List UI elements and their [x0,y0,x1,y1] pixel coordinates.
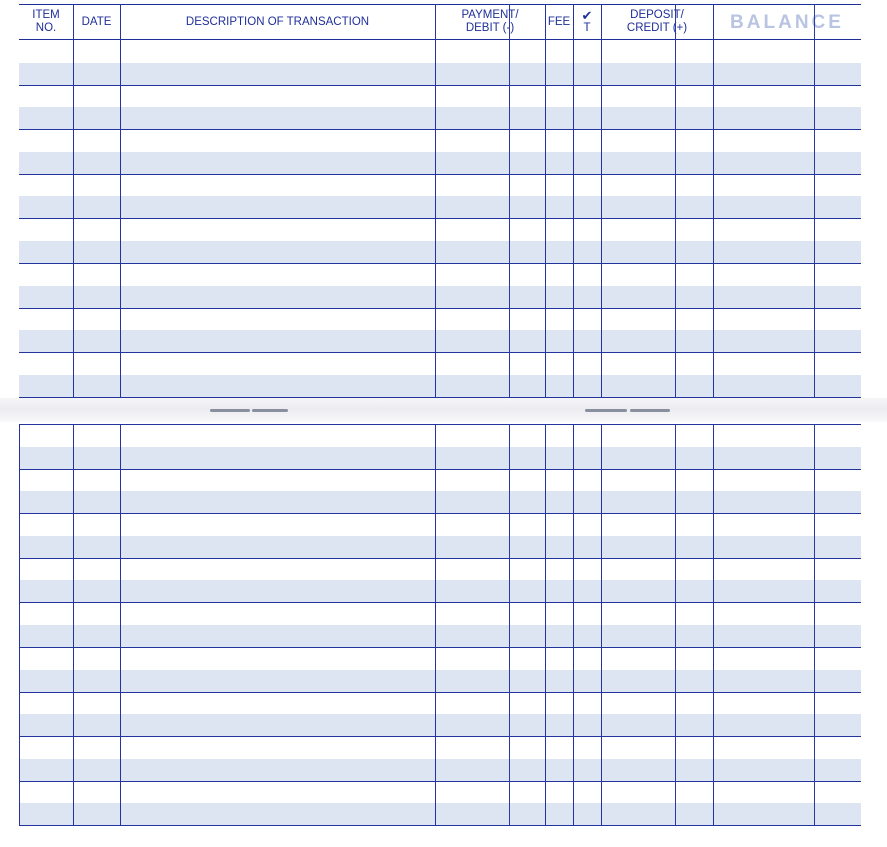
register-row-line [19,558,861,559]
column-divider [73,4,74,397]
column-divider [19,424,20,825]
column-divider [545,4,546,397]
register-row-line [19,692,861,693]
register-row-line [19,174,861,175]
register-row-band [19,447,861,469]
register-row-band [19,63,861,85]
register-row-band [19,152,861,174]
header-payment-label: PAYMENT/ [461,9,519,21]
register-row-line [19,602,861,603]
fold-mark [210,409,250,412]
column-divider [713,424,714,825]
register-row-band [19,580,861,602]
register-row-band [19,759,861,781]
register-row-band [19,803,861,825]
header-description: DESCRIPTION OF TRANSACTION [185,15,370,28]
column-divider [73,424,74,825]
header-payment [435,5,545,39]
register-row-band [19,375,861,397]
header-no-label: NO. [35,22,57,34]
header-deposit [601,5,713,39]
header-item-label: ITEM [32,9,60,21]
register-row-band [19,625,861,647]
register-row-line [19,513,861,514]
register-row-line [19,218,861,219]
header-date: DATE [81,15,112,28]
column-divider [675,4,676,397]
column-divider [573,4,574,397]
header-deposit-label: DEPOSIT/ [630,9,684,21]
header-credit-label: CREDIT (+) [626,22,688,34]
register-row-band [19,330,861,352]
register-row-band [19,107,861,129]
register-row-line [19,308,861,309]
register-header-row [19,4,861,40]
register-row-band [19,196,861,218]
header-debit-label: DEBIT (-) [465,22,515,34]
register-row-band [19,286,861,308]
register-row-band [19,241,861,263]
checkmark-icon: ✔ [581,8,593,23]
header-fee: FEE [547,15,571,28]
header-check [573,5,601,39]
column-divider [814,4,815,397]
register-row-line [19,424,861,425]
header-t-label: T [583,22,591,34]
register-row-line [19,781,861,782]
register-row-band [19,491,861,513]
register-bottom-section [19,424,861,830]
column-divider [814,424,815,825]
register-row-line [19,129,861,130]
column-divider [120,424,121,825]
column-divider [509,4,510,397]
register-row-line [19,397,861,398]
register-row-line [19,736,861,737]
register-top-section [19,4,861,400]
fold-mark [630,409,670,412]
register-row-band [19,714,861,736]
register-row-line [19,825,861,826]
register-row-line [19,469,861,470]
column-divider [435,4,436,397]
fold-mark [585,409,627,412]
fold-mark [252,409,288,412]
column-divider [120,4,121,397]
perforation-fold [0,398,887,422]
register-row-line [19,352,861,353]
register-row-band [19,670,861,692]
register-row-line [19,85,861,86]
column-divider [545,424,546,825]
header-balance: BALANCE [730,11,844,33]
column-divider [573,424,574,825]
register-row-line [19,263,861,264]
column-divider [601,4,602,397]
header-item-no [19,5,73,39]
column-divider [675,424,676,825]
column-divider [435,424,436,825]
register-row-line [19,647,861,648]
column-divider [713,4,714,397]
register-row-band [19,536,861,558]
column-divider [509,424,510,825]
column-divider [601,424,602,825]
